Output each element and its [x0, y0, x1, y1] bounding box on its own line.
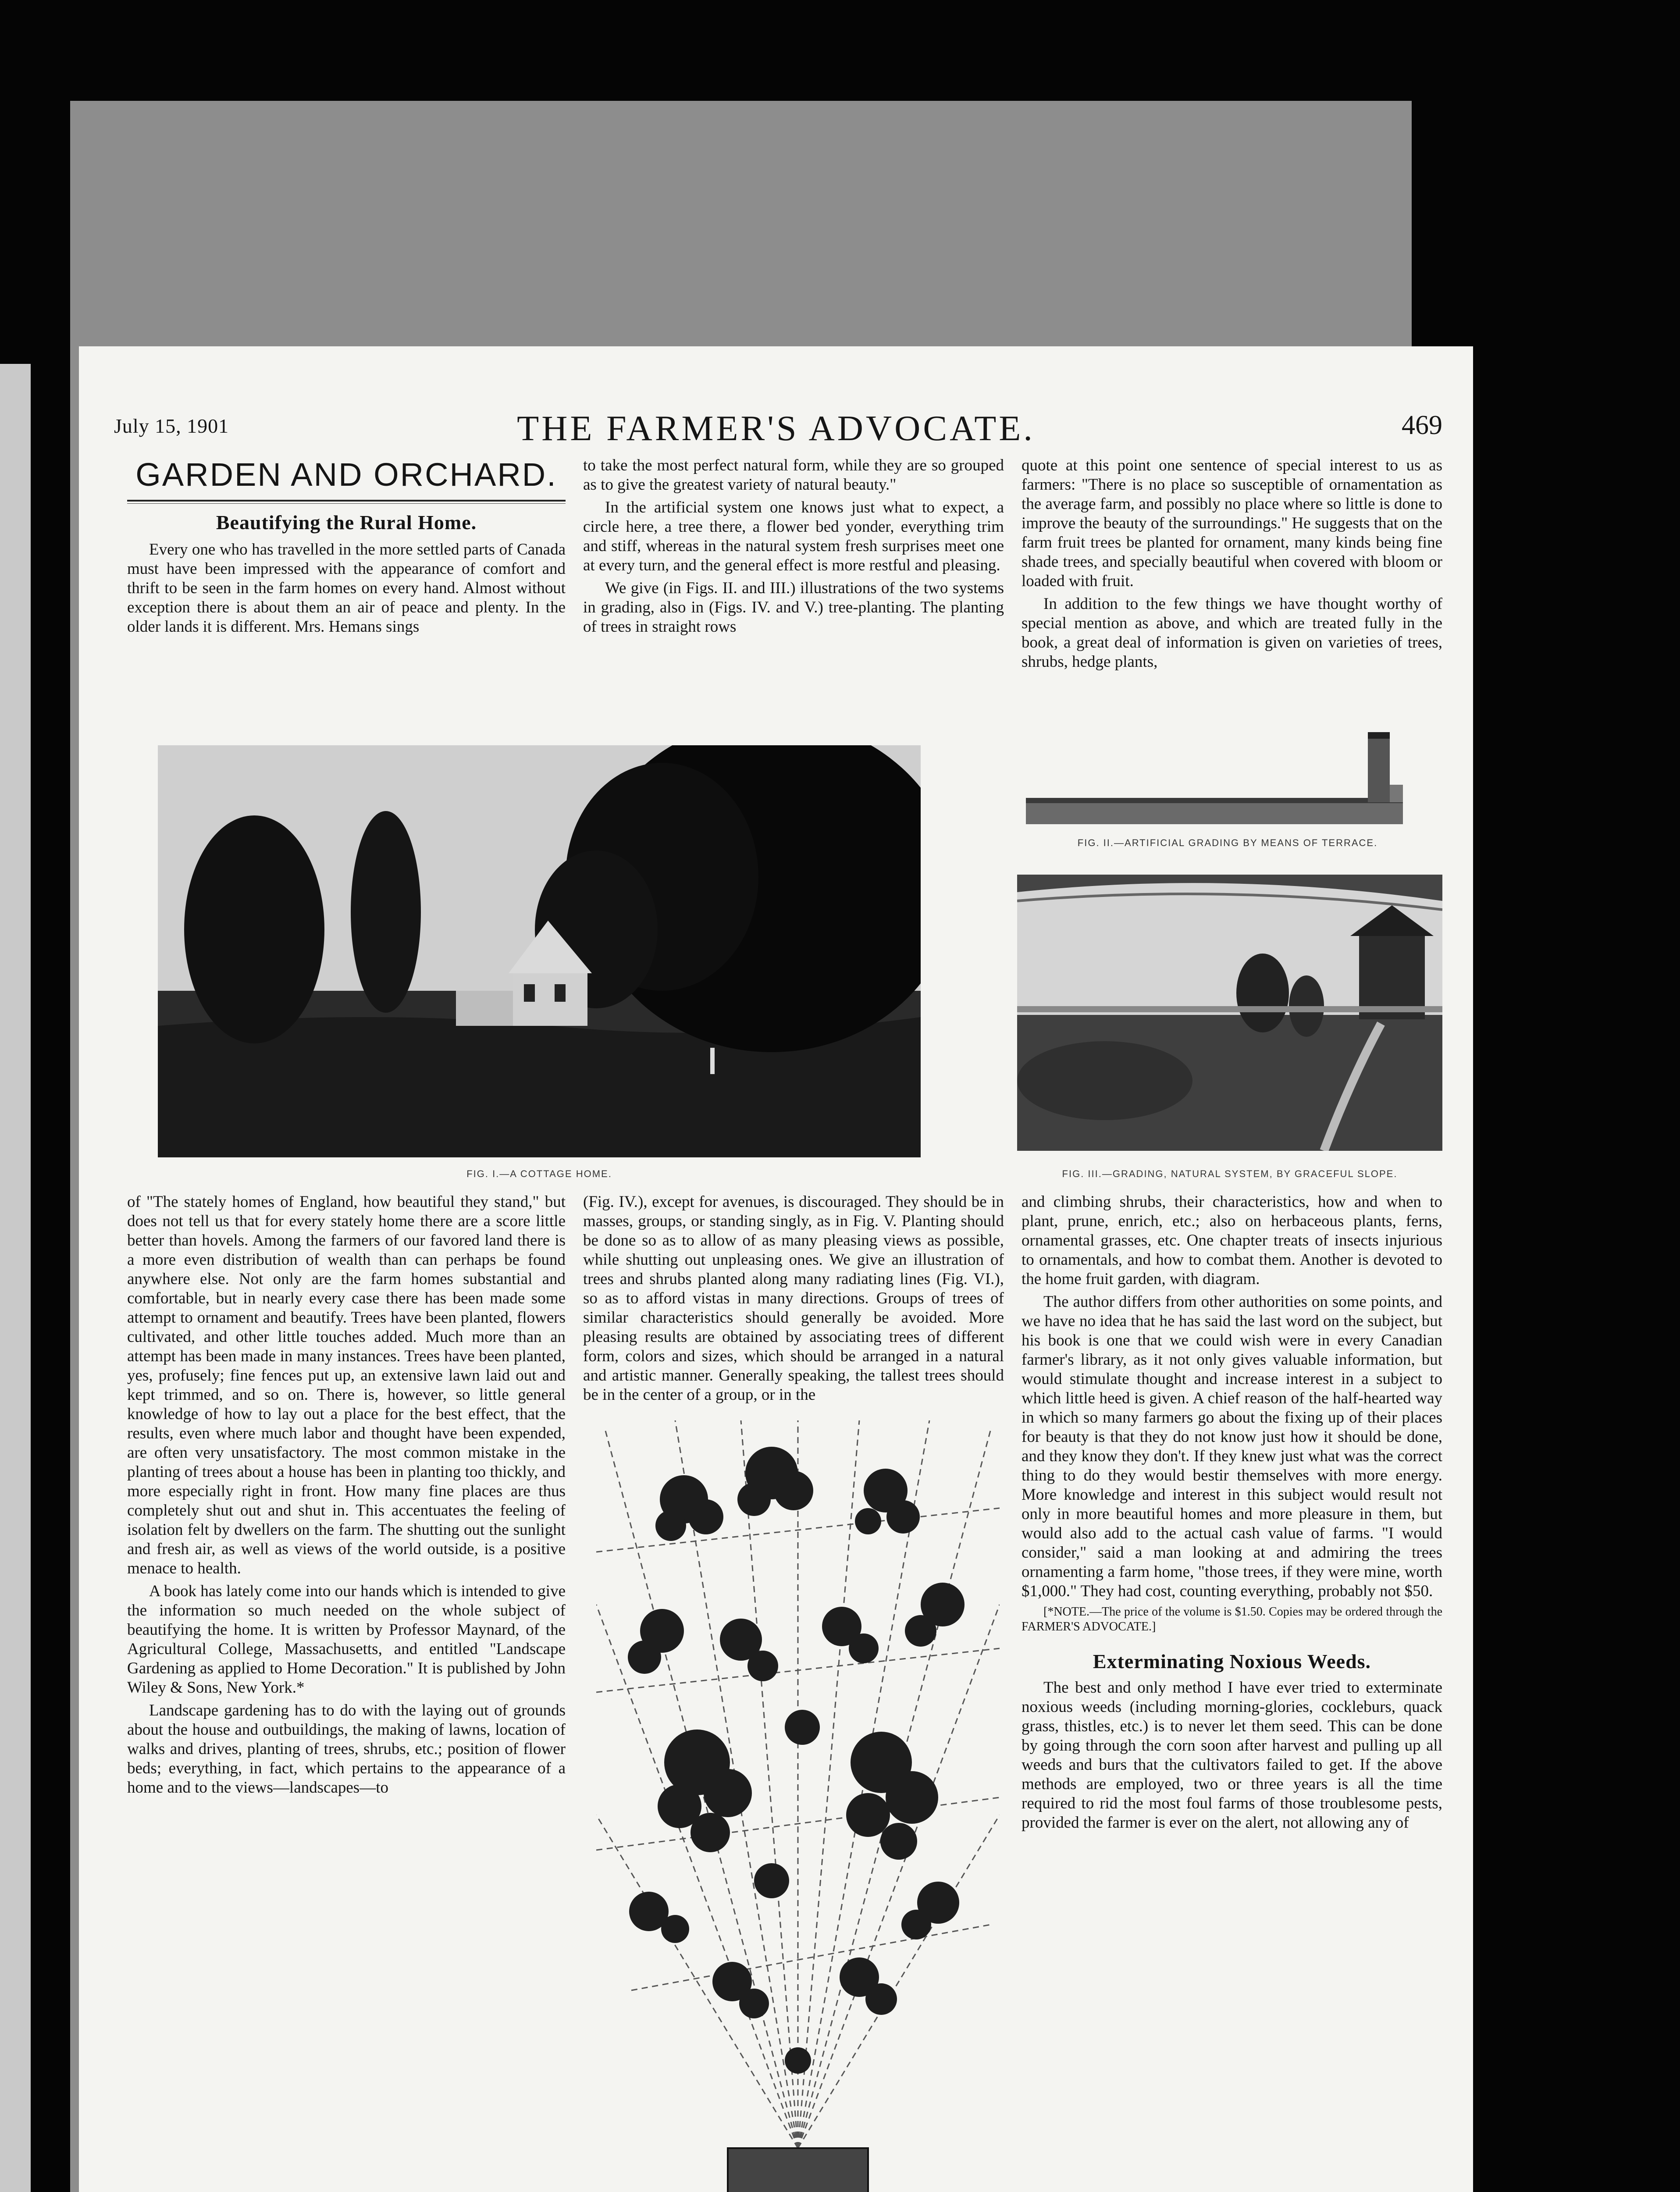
section-title: GARDEN AND ORCHARD.	[135, 456, 557, 493]
paragraph: The author differs from other authorities on some points, and we have no idea that he has said the last word on the subject, but his book is one that we could wish were in every Canadian farmer's library, as it not only gives valuable information, but would stimulate thought and increase interest in a subject to which little heed is given. A chief reason of the half-hearted way in which so many farmers go about the fixing up of their places for beauty is that they do not know just how it should be done, and they know they don't. If they knew just what was the correct thing to do they would bestir themselves with more energy. More knowledge and interest in this subject would result not only in more beautiful homes and more pleasure in them, but would also add to the actual cash value of farms. "I would consider," said a man looking at and admiring the trees ornamenting a farm home, "those trees, if they were mine, worth $1,000." They had cost, counting everything, probably not $50.	[1022, 1293, 1442, 1600]
column-2-middle	[583, 1192, 1004, 1408]
paragraph: In addition to the few things we have thought worthy of special mention as above, and which are treated fully in the book, a great deal of information is given on varieties of trees, shrubs, hedge plants,	[1022, 595, 1442, 671]
column-3-middle	[1022, 1192, 1442, 1836]
cottage-illustration	[158, 745, 921, 1157]
fig1-caption: FIG. I.—A COTTAGE HOME.	[466, 1168, 612, 1179]
paragraph: In the artificial system one knows just what to expect, a circle here, a tree there, a flower bed yonder, everything trim and stiff, whereas in the natural system fresh surprises meet one at every turn, and the general effect is more restful and pleasing.	[583, 498, 1004, 574]
fig3-slope-engraving	[1017, 875, 1442, 1151]
column-1-middle	[127, 1192, 566, 1801]
vistas-illustration	[596, 1420, 1000, 2192]
paragraph: of "The stately homes of England, how beautiful they stand," but does not tell us that for every stately home there are a score little better than hovels. Among the farmers of our favored land there is a more even distribution of wealth than can perhaps be found anywhere else. Not only are the farm homes substantial and comfortable, but in nearly every case there has been made some attempt to ornament and beautify. Trees have been planted, flowers cultivated, and other little touches added. Much more than an attempt has been made in many instances. Trees have been planted, yes, profusely; fine fences put up, an extensive lawn laid out and kept trimmed, and so on. There is, however, so little general knowledge of how to lay out a place for the best effect, that the results, even where much labor and thought have been expended, are often very unsatisfactory. The most common mistake in the planting of trees about a house has been in planting too thickly, and more especially right in front. How many fine places are thus completely shut out and shut in. This accentuates the feeling of isolation felt by dwellers on the farm. The shutting out the sunlight and fresh air, as well as views of the world outside, is a positive menace to health.	[127, 1193, 566, 1577]
footnote: [*NOTE.—The price of the volume is $1.50. Copies may be ordered through the FARMER'S ADVOCATE.]	[1022, 1605, 1442, 1633]
column-1-top	[127, 513, 566, 640]
fig3-caption: FIG. III.—GRADING, NATURAL SYSTEM, BY GRACEFUL SLOPE.	[1062, 1168, 1398, 1179]
paragraph: to take the most perfect natural form, while they are so grouped as to give the greatest variety of natural beauty."	[583, 456, 1004, 494]
paragraph: Landscape gardening has to do with the laying out of grounds about the house and outbuildings, the making of lawns, location of walks and drives, planting of trees, shrubs, etc.; position of flower beds; everything, in fact, which pertains to the appearance of a home and to the views—landscapes—to	[127, 1701, 566, 1797]
paragraph: The best and only method I have ever tried to exterminate noxious weeds (including morning-glories, cockleburs, quack grass, thistles, etc.) is to never let them seed. This can be done by going through the corn soon after harvest and pulling up all weeds and burs that the cultivators failed to get. If the above methods are employed, two or three years is all the time required to rid the most foul farms of those troublesome pests, provided the farmer is ever on the alert, not allowing any of	[1022, 1679, 1442, 1832]
paragraph: and climbing shrubs, their characteristics, how and when to plant, prune, enrich, etc.; also on herbaceous plants, ferns, ornamental grasses, etc. One chapter treats of insects injurious to ornamentals, and how to combat them. Another is devoted to the home fruit garden, with diagram.	[1022, 1193, 1442, 1288]
section-rule	[127, 500, 566, 502]
article2-title: Exterminating Noxious Weeds.	[1093, 1650, 1371, 1672]
issue-date: July 15, 1901	[114, 415, 229, 437]
paragraph: Every one who has travelled in the more settled parts of Canada must have been impressed with the appearance of comfort and thrift to be seen in the farm homes on every hand. Almost without exception there is about them an air of peace and plenty. In the older lands it is different. Mrs. Hemans sings	[127, 541, 566, 636]
paragraph: We give (in Figs. II. and III.) illustrations of the two systems in grading, also in (Figs. IV. and V.) tree-planting. The planting of trees in straight rows	[583, 579, 1004, 636]
column-2-top	[583, 456, 1004, 640]
page-number: 469	[1402, 410, 1442, 440]
fig2-terrace-diagram	[1026, 723, 1429, 833]
fig1-cottage-photo	[158, 745, 921, 1157]
paragraph: A book has lately come into our hands which is intended to give the information so much needed on the whole subject of beautifying the home. It is written by Professor Maynard, of the Agricultural College, Massachusetts, and entitled "Landscape Gardening as applied to Home Decoration." It is published by John Wiley & Sons, New York.*	[127, 1582, 566, 1697]
adjacent-page-edge	[0, 364, 31, 2192]
masthead-title: THE FARMER'S ADVOCATE.	[517, 408, 1035, 448]
paragraph: (Fig. IV.), except for avenues, is discouraged. They should be in masses, groups, or standing singly, as in Fig. V. Planting should be done so as to allow of as many pleasing views as possible, while shutting out unpleasing ones. We give an illustration of trees and shrubs planted along many radiating lines (Fig. VI.), so as to afford vistas in many directions. Groups of trees of similar characteristics should generally be avoided. More pleasing results are obtained by associating trees of different form, colors and sizes, which should be arranged in a natural and artistic manner. Generally speaking, the tallest trees should be in the center of a group, or in the	[583, 1193, 1004, 1404]
article-title: Beautifying the Rural Home.	[216, 511, 477, 534]
paragraph: quote at this point one sentence of special interest to us as farmers: "There is no place so susceptible of ornamentation as the average farm, and possibly no place where so little is done to improve the beauty of the surroundings." He suggests that on the farm fruit trees be planted for ornament, many kinds being fine shade trees, and specially beautiful when covered with bloom or loaded with fruit.	[1022, 456, 1442, 590]
newspaper-page	[79, 346, 1473, 2192]
slope-illustration	[1017, 875, 1442, 1151]
section-rule-thin	[127, 503, 566, 504]
fig6-vistas-diagram	[596, 1420, 1000, 2192]
column-3-top	[1022, 456, 1442, 675]
terrace-illustration	[1026, 723, 1429, 833]
fig2-caption: FIG. II.—ARTIFICIAL GRADING BY MEANS OF TERRACE.	[1077, 837, 1378, 848]
